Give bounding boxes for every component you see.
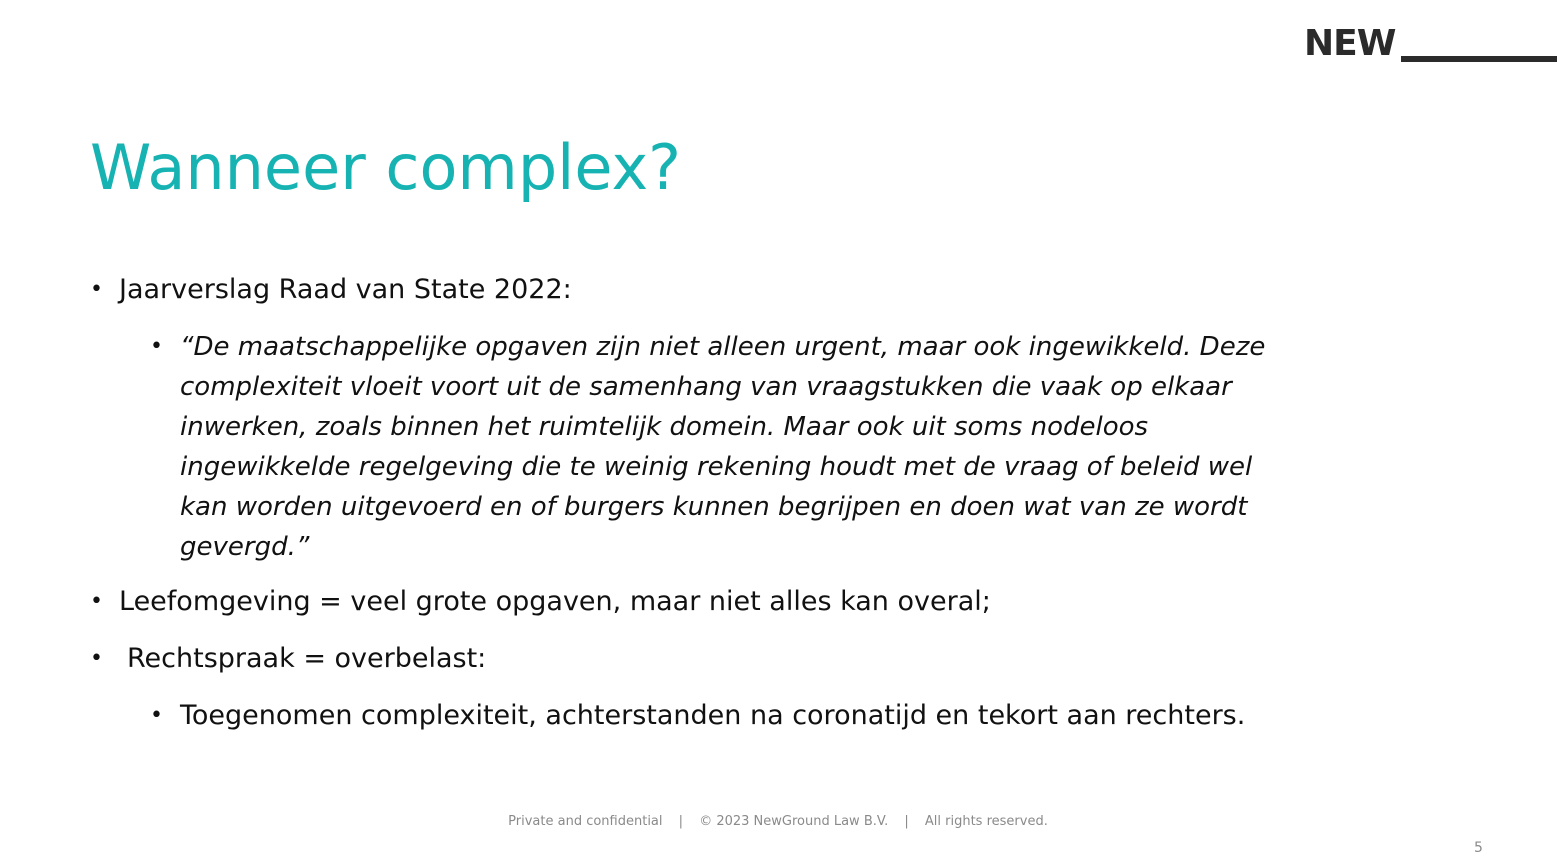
bullet-item bbox=[0, 270, 1400, 310]
logo-underline-bar bbox=[1401, 56, 1557, 62]
slide-title: Wanneer complex? bbox=[90, 131, 682, 204]
bullet-dot: • bbox=[90, 646, 103, 671]
bullet-text: Toegenomen complexiteit, achterstanden na coronatijd en tekort aan rechters. bbox=[180, 700, 1246, 731]
bullet-dot: • bbox=[150, 334, 163, 359]
bullet-dot: • bbox=[150, 703, 163, 728]
bullet-text: Leefomgeving = veel grote opgaven, maar niet alles kan overal; bbox=[119, 586, 991, 617]
slide-footer bbox=[0, 814, 1556, 829]
footer-copyright: © 2023 NewGround Law B.V. bbox=[699, 814, 889, 829]
sub-bullet-item bbox=[0, 696, 1290, 736]
bullet-text: Jaarverslag Raad van State 2022: bbox=[119, 274, 572, 305]
sub-bullet-item bbox=[0, 327, 1290, 567]
footer-rights: All rights reserved. bbox=[924, 814, 1048, 829]
footer-confidential: Private and confidential bbox=[508, 814, 663, 829]
bullet-dot: • bbox=[90, 277, 103, 302]
slide-content bbox=[0, 268, 1400, 736]
footer-separator: | bbox=[678, 814, 684, 829]
bullet-dot: • bbox=[90, 589, 103, 614]
bullet-item bbox=[0, 582, 1400, 622]
footer-separator: | bbox=[904, 814, 909, 829]
logo-text: NEW bbox=[1304, 23, 1396, 64]
bullet-text: Rechtspraak = overbelast: bbox=[127, 643, 487, 674]
quote-text: “De maatschappelijke opgaven zijn niet alleen urgent, maar ook ingewikkeld. Deze complexiteit vloeit voort uit de samenhang van vraagstukken die vaak op elkaar inwerken, zoals binnen het ruimtelijk domein. Maar ook uit soms nodeloos ingewikkelde regelgeving die te weinig rekening houdt met de vraag of beleid wel kan worden uitgevoerd en of burgers kunnen begrijpen en doen wat van ze wordt gevergd.” bbox=[180, 332, 1266, 562]
bullet-item bbox=[0, 639, 1400, 679]
brand-logo bbox=[1304, 24, 1557, 64]
page-number: 5 bbox=[1474, 840, 1483, 856]
